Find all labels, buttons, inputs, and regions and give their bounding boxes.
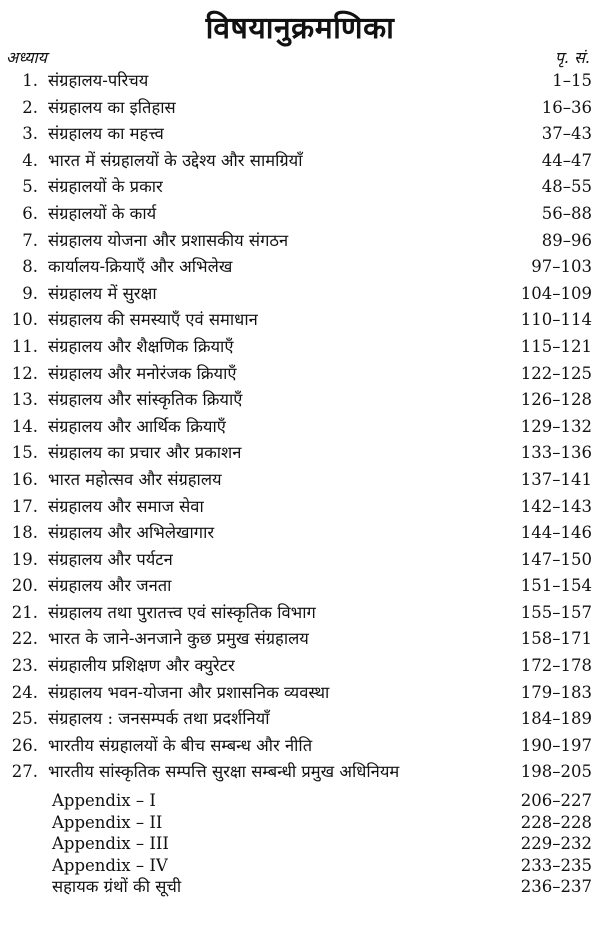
appendix-pages: 228–228 bbox=[520, 812, 592, 832]
chapter-title: संग्रहालय में सुरक्षा bbox=[48, 283, 157, 303]
chapter-pages: 151–154 bbox=[520, 576, 592, 596]
chapter-pages: 104–109 bbox=[520, 283, 592, 303]
toc-appendix-row bbox=[0, 855, 600, 877]
chapter-number: 3. bbox=[22, 124, 38, 144]
chapter-pages: 179–183 bbox=[520, 682, 592, 702]
toc-chapter-row bbox=[0, 228, 600, 255]
chapter-number: 10. bbox=[11, 310, 38, 330]
chapter-number: 26. bbox=[11, 735, 38, 755]
chapter-pages: 37–43 bbox=[541, 124, 592, 144]
chapter-pages: 133–136 bbox=[520, 443, 592, 463]
chapter-pages: 198–205 bbox=[520, 762, 592, 782]
chapter-number: 2. bbox=[22, 97, 38, 117]
toc-chapter-row bbox=[0, 440, 600, 467]
chapter-title: संग्रहालयों के कार्य bbox=[48, 203, 157, 223]
chapter-title: संग्रहालय-परिचय bbox=[48, 71, 149, 90]
toc-chapter-row bbox=[0, 626, 600, 653]
appendix-title: Appendix – III bbox=[52, 834, 169, 854]
appendix-pages: 229–232 bbox=[520, 834, 592, 854]
chapter-pages: 184–189 bbox=[520, 709, 592, 729]
toc-chapter-row bbox=[0, 520, 600, 547]
toc-chapter-row bbox=[0, 573, 600, 600]
page-column-header: पृ. सं. bbox=[554, 48, 590, 67]
chapter-number: 17. bbox=[11, 496, 38, 516]
toc-chapter-row bbox=[0, 759, 600, 786]
chapter-pages: 158–171 bbox=[520, 629, 592, 649]
chapter-number: 24. bbox=[11, 682, 38, 702]
toc-chapter-row bbox=[0, 201, 600, 228]
chapter-number: 16. bbox=[11, 469, 38, 489]
chapter-title: संग्रहालय का इतिहास bbox=[48, 97, 176, 117]
chapter-pages: 137–141 bbox=[520, 469, 592, 489]
toc-chapter-row bbox=[0, 254, 600, 281]
toc-chapter-row bbox=[0, 494, 600, 521]
appendix-pages: 206–227 bbox=[520, 791, 592, 811]
chapter-number: 4. bbox=[22, 150, 38, 170]
chapter-number: 14. bbox=[11, 416, 38, 436]
chapter-title: संग्रहालय और जनता bbox=[48, 576, 172, 596]
chapter-number: 12. bbox=[11, 363, 38, 383]
chapter-pages: 144–146 bbox=[520, 523, 592, 543]
chapter-number: 20. bbox=[11, 576, 38, 596]
chapter-title: भारतीय संग्रहालयों के बीच सम्बन्ध और नीति bbox=[48, 735, 313, 755]
chapter-number: 27. bbox=[11, 762, 38, 782]
toc-chapter-row bbox=[0, 121, 600, 148]
chapter-number: 7. bbox=[22, 230, 38, 250]
toc-chapter-row bbox=[0, 361, 600, 388]
chapter-pages: 147–150 bbox=[520, 549, 592, 569]
toc-appendix-row bbox=[0, 876, 600, 898]
toc-chapter-row bbox=[0, 600, 600, 627]
toc-chapter-row bbox=[0, 733, 600, 760]
toc-chapter-row bbox=[0, 706, 600, 733]
chapter-number: 22. bbox=[11, 629, 38, 649]
appendix-title: Appendix – I bbox=[52, 791, 156, 811]
chapter-number: 25. bbox=[11, 709, 38, 729]
chapter-title: संग्रहालय की समस्याएँ एवं समाधान bbox=[48, 310, 258, 330]
appendix-title: Appendix – II bbox=[52, 812, 163, 832]
page-title: विषयानुक्रमणिका bbox=[205, 11, 395, 46]
chapter-title: संग्रहालय तथा पुरातत्त्व एवं सांस्कृतिक विभाग bbox=[48, 602, 316, 622]
chapter-number: 15. bbox=[11, 443, 38, 463]
appendix-pages: 233–235 bbox=[520, 855, 592, 875]
chapter-title: संग्रहालय और पर्यटन bbox=[48, 549, 173, 569]
toc-chapter-row bbox=[0, 680, 600, 707]
chapter-title: संग्रहालय और आर्थिक क्रियाएँ bbox=[48, 416, 226, 436]
chapter-number: 8. bbox=[22, 257, 38, 277]
appendix-title: Appendix – IV bbox=[52, 855, 168, 875]
toc-chapter-row bbox=[0, 387, 600, 414]
chapter-number: 18. bbox=[11, 523, 38, 543]
chapter-title: संग्रहालय : जनसम्पर्क तथा प्रदर्शनियाँ bbox=[48, 709, 270, 729]
chapter-number: 23. bbox=[11, 656, 38, 676]
chapter-title: संग्रहालय भवन-योजना और प्रशासनिक व्यवस्था bbox=[48, 682, 330, 702]
chapter-number: 21. bbox=[11, 602, 38, 622]
toc-appendix-row bbox=[0, 833, 600, 855]
chapter-pages: 97–103 bbox=[531, 257, 592, 277]
toc-chapter-row bbox=[0, 281, 600, 308]
chapter-title: कार्यालय-क्रियाएँ और अभिलेख bbox=[48, 257, 233, 277]
toc-chapter-row bbox=[0, 653, 600, 680]
chapter-number: 1. bbox=[22, 71, 38, 90]
chapter-pages: 56–88 bbox=[541, 203, 592, 223]
chapter-title: संग्रहालय और मनोरंजक क्रियाएँ bbox=[48, 363, 237, 383]
appendix-title: सहायक ग्रंथों की सूची bbox=[52, 877, 182, 897]
chapter-pages: 44–47 bbox=[541, 150, 592, 170]
chapter-number: 5. bbox=[22, 177, 38, 197]
chapter-title: भारत में संग्रहालयों के उद्देश्य और सामग्रियाँ bbox=[48, 150, 303, 170]
chapter-pages: 1–15 bbox=[552, 71, 592, 90]
chapter-title: संग्रहालय का प्रचार और प्रकाशन bbox=[48, 443, 242, 463]
chapter-pages: 155–157 bbox=[520, 602, 592, 622]
chapter-pages: 110–114 bbox=[520, 310, 592, 330]
toc-appendix-row bbox=[0, 790, 600, 812]
toc-chapter-row bbox=[0, 547, 600, 574]
chapter-number: 11. bbox=[11, 336, 38, 356]
table-of-contents bbox=[0, 68, 600, 898]
chapter-title: संग्रहालय और सांस्कृतिक क्रियाएँ bbox=[48, 390, 243, 410]
chapter-pages: 115–121 bbox=[520, 336, 592, 356]
toc-chapter-row bbox=[0, 414, 600, 441]
toc-chapter-row bbox=[0, 307, 600, 334]
chapter-column-header: अध्याय bbox=[6, 48, 47, 67]
toc-chapter-row bbox=[0, 174, 600, 201]
chapter-pages: 142–143 bbox=[520, 496, 592, 516]
chapter-number: 13. bbox=[11, 390, 38, 410]
appendix-pages: 236–237 bbox=[520, 877, 592, 897]
chapter-title: भारत महोत्सव और संग्रहालय bbox=[48, 469, 222, 489]
toc-chapter-row bbox=[0, 95, 600, 122]
chapter-pages: 16–36 bbox=[541, 97, 592, 117]
chapter-pages: 129–132 bbox=[520, 416, 592, 436]
chapter-number: 6. bbox=[22, 203, 38, 223]
chapter-title: संग्रहालयों के प्रकार bbox=[48, 177, 163, 197]
chapter-title: संग्रहालीय प्रशिक्षण और क्युरेटर bbox=[48, 656, 235, 676]
chapter-pages: 89–96 bbox=[541, 230, 592, 250]
toc-chapter-row bbox=[0, 68, 600, 95]
chapter-number: 19. bbox=[11, 549, 38, 569]
chapter-title: भारतीय सांस्कृतिक सम्पत्ति सुरक्षा सम्बन्धी प्रमुख अधिनियम bbox=[48, 762, 400, 782]
toc-chapter-row bbox=[0, 148, 600, 175]
chapter-pages: 126–128 bbox=[520, 390, 592, 410]
toc-appendix-row bbox=[0, 812, 600, 834]
chapter-title: संग्रहालय और शैक्षणिक क्रियाएँ bbox=[48, 336, 234, 356]
chapter-pages: 190–197 bbox=[520, 735, 592, 755]
chapter-title: भारत के जाने-अनजाने कुछ प्रमुख संग्रहालय bbox=[48, 629, 309, 649]
chapter-title: संग्रहालय योजना और प्रशासकीय संगठन bbox=[48, 230, 289, 250]
chapter-number: 9. bbox=[22, 283, 38, 303]
chapter-pages: 172–178 bbox=[520, 656, 592, 676]
chapter-pages: 122–125 bbox=[520, 363, 592, 383]
toc-chapter-row bbox=[0, 334, 600, 361]
toc-chapter-row bbox=[0, 467, 600, 494]
chapter-title: संग्रहालय और अभिलेखागार bbox=[48, 523, 215, 543]
chapter-title: संग्रहालय और समाज सेवा bbox=[48, 496, 204, 516]
chapter-title: संग्रहालय का महत्त्व bbox=[48, 124, 164, 144]
chapter-pages: 48–55 bbox=[541, 177, 592, 197]
